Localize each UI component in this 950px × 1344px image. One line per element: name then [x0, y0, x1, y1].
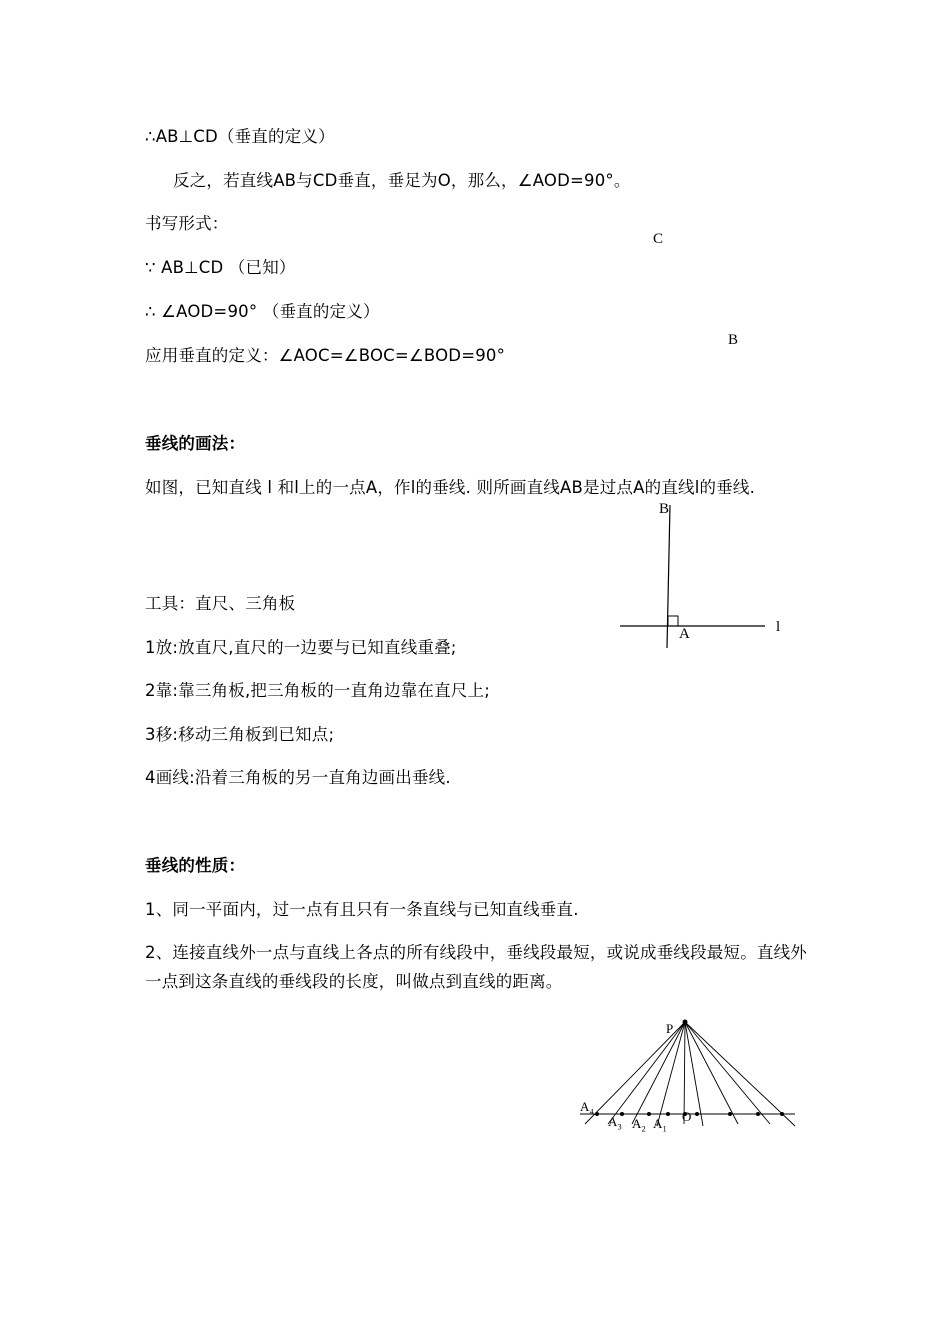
top-figure-label-b: B [728, 332, 739, 348]
step-2: 2靠:靠三角板,把三角板的一直角边靠在直尺上; [145, 681, 490, 700]
top-figure-label-c: C [653, 231, 664, 247]
section-heading-drawing: 垂线的画法： [145, 434, 246, 453]
dist-label-a4: $A_4$ [580, 1099, 594, 1117]
drawing-intro-paragraph: 如图，已知直线 l 和l上的一点A，作l的垂线. 则所画直线AB是过点A的直线l的垂线. [145, 478, 756, 497]
therefore-line: ∴ ∠AOD=90° （垂直的定义） [145, 302, 380, 321]
dist-label-p: P [666, 1021, 674, 1036]
dist-label-a2: $A_2$ [632, 1116, 646, 1134]
given-line: ∵ AB⊥CD （已知） [145, 258, 296, 277]
perp-label-b: B [659, 501, 670, 517]
step-3: 3移:移动三角板到已知点; [145, 725, 335, 744]
property-1: 1、同一平面内，过一点有且只有一条直线与已知直线垂直. [145, 900, 579, 919]
step-4: 4画线:沿着三角板的另一直角边画出垂线. [145, 768, 451, 787]
application-line: 应用垂直的定义：∠AOC=∠BOC=∠BOD=90° [145, 346, 506, 365]
perp-label-l: l [776, 619, 781, 635]
proof-conclusion-line: ∴AB⊥CD（垂直的定义） [145, 127, 335, 146]
points-on-line [595, 1020, 784, 1117]
perp-label-a: A [679, 626, 691, 642]
writing-form-label: 书写形式： [145, 214, 229, 233]
dist-label-a1: $A_1$ [653, 1116, 667, 1134]
dist-label-o: O [682, 1109, 692, 1124]
property-2: 2、连接直线外一点与直线上各点的所有线段中，垂线段最短，或说成垂线段最短。直线外一点到这条直线的垂线段的长度，叫做点到直线的距离。 [145, 943, 807, 991]
dist-label-a3: $A_3$ [608, 1114, 622, 1132]
tools-line: 工具：直尺、三角板 [145, 594, 296, 613]
converse-statement: 反之，若直线AB与CD垂直，垂足为O，那么，∠AOD=90°。 [173, 171, 631, 190]
section-heading-properties: 垂线的性质： [145, 856, 246, 875]
step-1: 1放:放直尺,直尺的一边要与已知直线重叠; [145, 638, 457, 657]
